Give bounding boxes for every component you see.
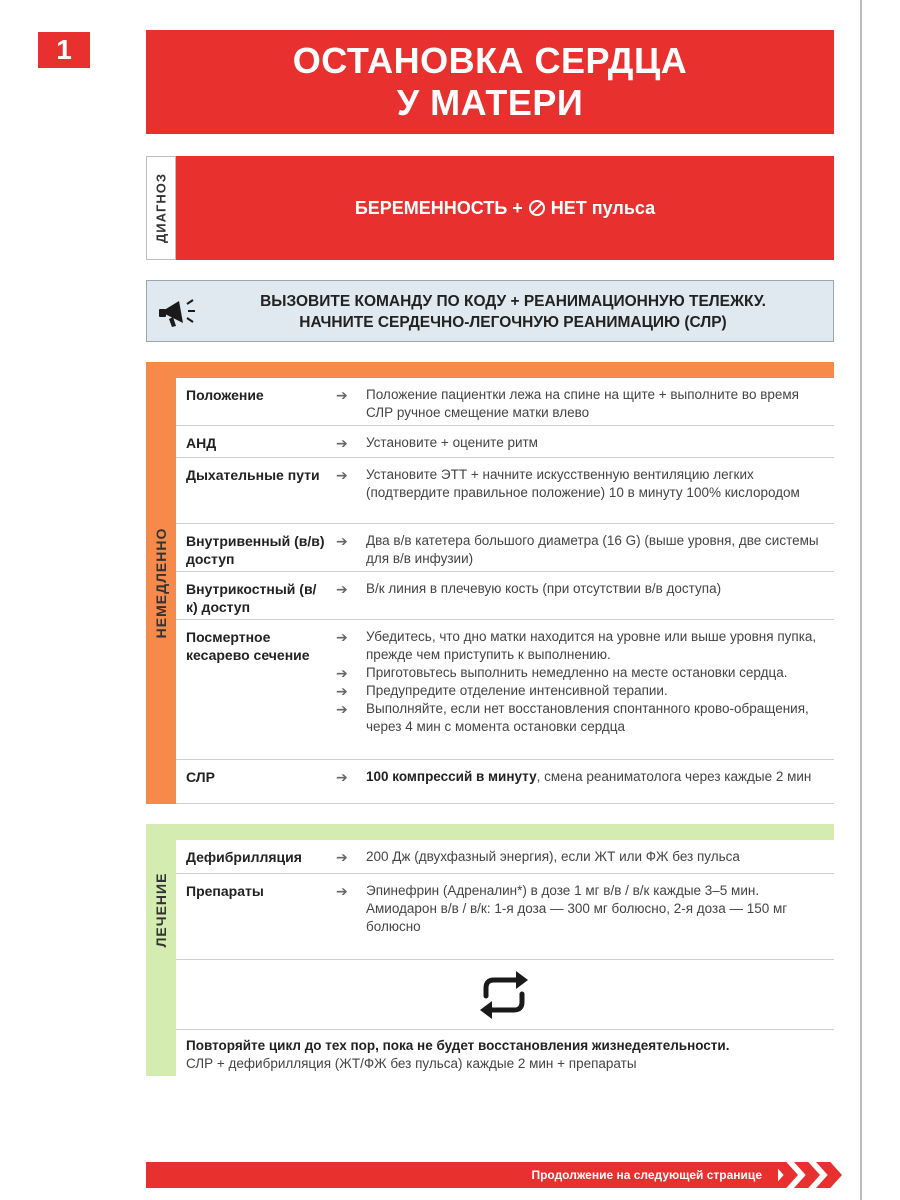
arrow-right-icon: ➔: [336, 683, 348, 699]
repeat-note: [176, 1030, 834, 1076]
treatment-section: [146, 824, 834, 1076]
call-team-box: [146, 280, 834, 342]
repeat-note-bold: Повторяйте цикл до тех пор, пока не будет восстановления жизнедеятельности.: [186, 1038, 730, 1053]
table-row: [176, 840, 834, 874]
table-row: [176, 874, 834, 960]
list-item: ➔ Два в/в катетера большого диаметра (16 G) (выше уровня, две системы для в/в инфузии): [336, 533, 819, 566]
immediate-rows: [176, 378, 834, 804]
table-row: [176, 524, 834, 572]
arrow-right-icon: ➔: [336, 467, 348, 483]
arrow-right-icon: ➔: [336, 883, 348, 899]
treatment-rows: [176, 840, 834, 1076]
table-row: [176, 378, 834, 426]
page-edge-rule: [860, 0, 862, 1200]
treatment-label: ЛЕЧЕНИЕ: [153, 872, 169, 948]
list-item: ➔ Приготовьтесь выполнить немедленно на месте остановки сердца.: [336, 665, 788, 681]
arrow-right-icon: ➔: [336, 387, 348, 403]
continued-text: Продолжение на следующей странице: [531, 1168, 762, 1182]
row-label: Внутрикостный (в/к) доступ: [186, 581, 317, 615]
list-item: ➔ Положение пациентки лежа на спине на щите + выполните во время СЛР ручное смещение матки влево: [336, 387, 799, 420]
call-line-1: ВЫЗОВИТЕ КОМАНДУ ПО КОДУ + РЕАНИМАЦИОННУЮ ТЕЛЕЖКУ.: [260, 293, 766, 310]
diagnosis-section: [146, 156, 834, 260]
diagnosis-text-before: БЕРЕМЕННОСТЬ +: [354, 197, 523, 218]
list-item: ➔ Эпинефрин (Адреналин*) в дозе 1 мг в/в / в/к каждые 3–5 мин.: [336, 883, 760, 899]
list-item: ➔ 100 компрессий в минуту, смена реаниматолога через каждые 2 мин: [336, 769, 812, 785]
row-label: Препараты: [186, 883, 264, 899]
list-item: ➔ Выполняйте, если нет восстановления спонтанного крово-обращения, через 4 мин с момента остановки сердца: [336, 701, 809, 734]
diagnosis-tab: [146, 156, 176, 260]
treatment-top-bar: [176, 824, 834, 840]
repeat-note-text: СЛР + дефибрилляция (ЖТ/ФЖ без пульса) каждые 2 мин + препараты: [186, 1056, 637, 1071]
diagnosis-label: ДИАГНОЗ: [153, 172, 169, 244]
call-team-text: [203, 291, 823, 333]
cpr-rate: 100 компрессий в минуту: [366, 769, 537, 784]
call-line-2: НАЧНИТЕ СЕРДЕЧНО-ЛЕГОЧНУЮ РЕАНИМАЦИЮ (СЛР): [299, 314, 727, 331]
row-label: Дыхательные пути: [186, 467, 320, 483]
table-row: [176, 572, 834, 620]
repeat-cycle-icon: [472, 966, 536, 1024]
arrow-right-icon: ➔: [336, 665, 348, 681]
treatment-stripe: [146, 824, 176, 1076]
table-row: [176, 426, 834, 458]
page-number: 1: [38, 32, 90, 68]
title-line-2: У МАТЕРИ: [396, 82, 584, 123]
row-label: Положение: [186, 387, 264, 403]
title-banner: [146, 30, 834, 134]
immediate-top-bar: [176, 362, 834, 378]
arrow-right-icon: ➔: [336, 581, 348, 597]
list-item: ➔ Установите ЭТТ + начните искусственную вентиляцию легких (подтвердите правильное положение) 10 в минуту 100% кислородом: [336, 467, 800, 500]
row-label: СЛР: [186, 769, 215, 785]
table-row: [176, 458, 834, 524]
row-label: АНД: [186, 435, 217, 451]
cycle-row: [176, 960, 834, 1030]
row-label: Дефибрилляция: [186, 849, 302, 865]
arrow-right-icon: ➔: [336, 849, 348, 865]
immediate-section: [146, 362, 834, 804]
list-item: ➔ Предупредите отделение интенсивной терапии.: [336, 683, 668, 699]
diagnosis-text-after: НЕТ пульса: [550, 197, 656, 218]
diagnosis-body: [176, 156, 834, 260]
list-item: Амиодарон в/в / в/к: 1-я доза — 300 мг болюсно, 2-я доза — 150 мг болюсно: [366, 901, 788, 934]
immediate-stripe: [146, 362, 176, 804]
arrow-right-icon: ➔: [336, 435, 348, 451]
arrow-right-icon: ➔: [336, 701, 348, 717]
list-item: ➔ Установите + оцените ритм: [336, 435, 538, 451]
continued-banner: [146, 1162, 834, 1188]
list-item: ➔ В/к линия в плечевую кость (при отсутствии в/в доступа): [336, 581, 722, 597]
table-row: [176, 620, 834, 760]
list-item: ➔ Убедитесь, что дно матки находится на уровне или выше уровня пупка, прежде чем приступить к выполнению.: [336, 629, 817, 662]
immediate-label: НЕМЕДЛЕННО: [153, 527, 169, 639]
arrow-right-icon: ➔: [336, 629, 348, 645]
row-label: Внутривенный (в/в) доступ: [186, 533, 325, 567]
arrow-right-icon: ➔: [336, 533, 348, 549]
list-item: ➔ 200 Дж (двухфазный энергия), если ЖТ или ФЖ без пульса: [336, 849, 740, 865]
megaphone-icon: [157, 295, 197, 329]
title-line-1: ОСТАНОВКА СЕРДЦА: [292, 40, 688, 81]
arrow-right-icon: ➔: [336, 769, 348, 785]
table-row: [176, 760, 834, 804]
no-symbol-icon: [529, 200, 545, 216]
row-label: Посмертное кесарево сечение: [186, 629, 310, 663]
